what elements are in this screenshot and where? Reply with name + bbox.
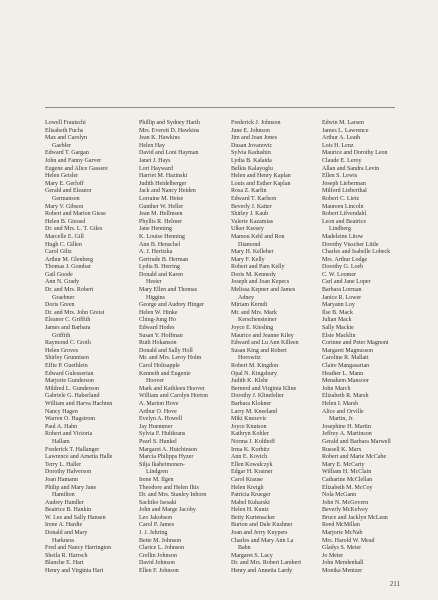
name-entry: Jay Huemmer xyxy=(139,423,173,430)
name-column-4 xyxy=(322,120,405,576)
name-entry: Helen H. Kuntz xyxy=(231,507,269,514)
name-entry: Helen W. Hinke xyxy=(139,309,178,316)
name-entry: June E. Johnson xyxy=(231,127,270,134)
name-entry: Ellen Kowalczyk xyxy=(231,461,273,468)
name-entry: Mrs. Everett D. Hawkins xyxy=(139,127,200,134)
name-entry: Barbara Klokner xyxy=(231,400,272,407)
name-entry: William and Carolyn Horton xyxy=(139,393,208,400)
name-entry: Sylvia F. Hultkrans xyxy=(139,431,186,438)
name-entry: Donald and Sally Holl xyxy=(139,347,193,354)
name-entry: Nancy Hagen xyxy=(45,408,78,415)
name-entry-continuation: Gaebler xyxy=(52,142,71,149)
name-entry: Kenneth and Eugenie xyxy=(139,370,191,377)
name-entry: Warren O. Hagstrom xyxy=(45,416,96,423)
name-entry-continuation: Adney xyxy=(238,294,254,301)
name-entry: David and Loni Hayman xyxy=(139,150,199,157)
name-entry: Raymond C. Groth xyxy=(45,340,91,347)
name-entry: Eleanor C. Griffith xyxy=(45,317,91,324)
name-entry: Effie P. Guethlein xyxy=(45,363,88,369)
name-entry: Harriet M. Hazinski xyxy=(139,173,188,180)
name-entry: Lorraine M. Heise xyxy=(139,195,184,202)
name-entry: J. J. Jehring xyxy=(139,530,168,537)
name-entry: Henry and Annetta Lardy xyxy=(231,568,293,575)
name-entry: John and Fanny Garver xyxy=(45,157,102,164)
name-entry: Mary V. Gibson xyxy=(45,203,84,210)
name-entry: Caroline R. Mallatt xyxy=(322,355,369,362)
name-entry: Shirley J. Kaub xyxy=(231,211,269,218)
name-entry-continuation: Harkness xyxy=(52,537,75,544)
name-entry: Charles and Mary Ann La xyxy=(231,537,294,544)
name-entry: Sheila R. Harrsch xyxy=(45,552,88,559)
name-entry: Hugh C. Gillen xyxy=(45,241,82,248)
name-entry: Larry M. Kneeland xyxy=(231,408,278,415)
name-entry: Heather L. Mann xyxy=(322,370,364,377)
name-entry: Helen Hay xyxy=(139,142,165,149)
name-entry: Arthur M. Glenberg xyxy=(45,256,94,263)
name-entry: Joyce E. Kiesling xyxy=(231,325,274,332)
name-entry: Joyce Knutson xyxy=(231,423,267,430)
top-divider xyxy=(45,107,395,108)
name-entry: Marcia Philipps Hyzer xyxy=(139,454,194,461)
name-entry-continuation: Diamond xyxy=(238,241,261,248)
name-entry: Ilse B. Mack xyxy=(322,309,353,316)
name-entry: Helen B. Giessel xyxy=(45,218,86,225)
name-entry-continuation: Horowitz xyxy=(238,355,261,362)
name-entry: Arthur A. Leath xyxy=(322,135,361,142)
name-entry: C. W. Loomer xyxy=(322,271,356,278)
name-entry: Helen I. Marsh xyxy=(322,400,359,407)
name-entry: Mrs. Arthur Lodge xyxy=(322,256,368,263)
name-entry: Bernerd and Virginia Kline xyxy=(231,385,297,392)
name-entry: Lawrence and Arnetta Halle xyxy=(45,454,113,461)
name-entry: Elisabeth Fuchs xyxy=(45,127,84,134)
name-entry-continuation: Lindgren xyxy=(146,469,168,476)
name-entry: Jim and Joan Jones xyxy=(231,135,278,142)
name-entry: Beverly J. Katter xyxy=(231,203,272,210)
name-entry: Pearl S. Hunkel xyxy=(139,438,177,445)
name-entry: Max and Carolyn xyxy=(45,135,87,142)
name-entry: Gerald and Barbara Marwell xyxy=(322,438,391,445)
name-entry: Elizabeth R. Marsh xyxy=(322,393,369,400)
name-entry: Barbara Lorman xyxy=(322,287,362,294)
name-entry: Louis and Esther Kaplan xyxy=(231,180,291,187)
name-entry: Ulker Keesey xyxy=(231,226,264,233)
name-entry: Robert and Victoria xyxy=(45,431,93,438)
name-entry: Helen Geisler xyxy=(45,173,79,180)
name-entry: John Mendenhall xyxy=(322,560,364,567)
name-entry: Jane Henning xyxy=(139,226,172,233)
name-entry: Norma J. Kolthoff xyxy=(231,438,276,445)
name-entry: Joseph and Joan Kepecs xyxy=(231,279,290,286)
name-entry: Mildred L. Gunderson xyxy=(45,385,99,392)
name-entry: Fred and Nancy Harrington xyxy=(45,545,112,552)
name-entry: Frederick J. Johnson xyxy=(231,120,281,126)
name-entry: Dusan Jovanovic xyxy=(231,142,273,149)
name-entry: Gladys S. Meier xyxy=(322,545,362,552)
name-entry: James L. Lawrence xyxy=(322,127,369,134)
name-entry: Mary H. Kelleher xyxy=(231,249,274,256)
name-entry: Irma K. Korbitz xyxy=(231,446,270,453)
donor-list xyxy=(45,120,405,575)
name-entry: Joan and Jerry Kuypers xyxy=(231,530,288,537)
name-entry: Dorothy J. Klinefelter xyxy=(231,393,284,400)
name-entry: Gerald and Eleanor xyxy=(45,188,92,195)
name-entry: Mark and Kathleen Hoover xyxy=(139,385,205,392)
name-entry: Joan Hamann xyxy=(45,476,78,483)
name-entry-continuation: Lindberg xyxy=(329,226,351,233)
name-entry: Frederick T. Hallanger xyxy=(45,446,100,453)
name-entry: William and Harva Hachten xyxy=(45,400,113,407)
name-entry: Josephine H. Martin xyxy=(322,423,371,430)
name-entry-continuation: Graebner xyxy=(52,294,75,301)
name-entry: Edward T. Gargan xyxy=(45,150,89,157)
name-entry: Carol Giltz xyxy=(45,249,72,256)
name-entry: Lydia B. Kalaida xyxy=(231,157,272,164)
name-entry: Carol Holtsapple xyxy=(139,363,180,369)
name-entry: Judith Heidelberger xyxy=(139,180,187,187)
name-entry: Crellin Johnson xyxy=(139,552,177,559)
name-entry: Alice and Orville xyxy=(322,408,364,415)
name-entry: Miki Knezevic xyxy=(231,416,267,423)
name-entry: Ann B. Henschel xyxy=(139,241,181,248)
name-column-3 xyxy=(231,120,322,576)
name-entry: Henry and Virginia Hart xyxy=(45,568,104,575)
name-entry: Marcelle E. Gill xyxy=(45,233,84,240)
name-entry: Dorothy Visscher Little xyxy=(322,241,379,248)
name-entry: Edward T. Karlson xyxy=(231,195,277,202)
name-entry: Sally Mackie xyxy=(322,325,354,332)
name-entry: Leon and Beatrice xyxy=(322,218,366,225)
name-entry: A. Marion Hove xyxy=(139,400,179,407)
name-entry: Burton and Dale Kushner xyxy=(231,522,293,529)
name-entry: Bette M. Johnson xyxy=(139,537,182,544)
name-entry: Janice R. Lower xyxy=(322,294,362,301)
name-entry: Robert and Marie McCabe xyxy=(322,454,387,461)
name-entry: Philip and Mary Jane xyxy=(45,484,97,491)
name-entry: Lori Hayward xyxy=(139,165,173,172)
name-entry: Kathryn Kohler xyxy=(231,431,269,438)
page-number: 211 xyxy=(389,580,400,588)
name-entry: Julian Mack xyxy=(322,317,352,324)
name-entry: Jean M. Hellmsen xyxy=(139,211,183,218)
name-entry: Dorothy G. Loeb xyxy=(322,264,364,271)
name-entry: Rosa Z. Karlin xyxy=(231,188,267,195)
name-entry: Catharine McClellan xyxy=(322,476,373,483)
name-entry: Irene M. Ilgen xyxy=(139,476,174,483)
name-entry: Elizabeth M. McCoy xyxy=(322,484,373,491)
name-entry: Helen and Henry Kaplan xyxy=(231,173,291,180)
name-entry: Edward and Lu Ann Killeen xyxy=(231,340,299,347)
name-entry: W. Lee and Sally Hansen xyxy=(45,514,106,521)
name-entry-continuation: Hamilton xyxy=(52,492,75,499)
name-entry: Monika Mentzer xyxy=(322,568,363,575)
name-entry: Robert Lifvendahl xyxy=(322,211,367,218)
name-entry: Marjorie Gunderson xyxy=(45,378,94,385)
name-entry: Carl and Jane Loper xyxy=(322,279,371,286)
name-entry: Thomas J. Gombar xyxy=(45,264,91,271)
name-entry: Milford Lieberthal xyxy=(322,188,367,195)
name-entry: Arthur O. Hove xyxy=(139,408,177,415)
name-entry: Susan King and Robert xyxy=(231,347,287,354)
name-entry: A. J. Heritzka xyxy=(139,249,173,256)
name-entry: William H. McClain xyxy=(322,469,372,476)
name-entry: Edward Gulesserian xyxy=(45,370,94,377)
name-entry: Ellen F. Johnson xyxy=(139,568,179,575)
name-entry-continuation: Martin, Jr. xyxy=(329,416,354,423)
name-entry: Doris M. Kennedy xyxy=(231,271,276,278)
name-entry: Irene A. Hardie xyxy=(45,522,83,529)
name-entry: Sachiko Isesaki xyxy=(139,499,177,506)
name-entry: Gabriele G. Haberland xyxy=(45,393,100,400)
name-entry: James and Barbara xyxy=(45,325,91,332)
name-entry: Theodore and Helen Iltis xyxy=(139,484,199,491)
name-entry: Phyllis R. Helmer xyxy=(139,218,183,225)
name-entry: Marjorie McNab xyxy=(322,530,363,537)
name-entry: Silja Ikaheimonen- xyxy=(139,461,185,468)
name-entry: Lydia B. Herring xyxy=(139,264,180,271)
name-entry: John N. McGovern xyxy=(322,499,369,506)
name-entry-continuation: Higgins xyxy=(146,294,166,301)
name-entry: Carol Krause xyxy=(231,476,263,483)
name-entry: Jo Meier xyxy=(322,552,344,559)
name-entry: John March xyxy=(322,385,351,392)
name-entry: Edward Hodes xyxy=(139,325,175,332)
name-entry: David Johnson xyxy=(139,560,175,567)
name-entry: Beatrice B. Hankin xyxy=(45,507,92,514)
name-entry: Donald and Mary xyxy=(45,530,88,537)
name-entry: Helen Kreigh xyxy=(231,484,264,491)
name-entry: Dr. and Mrs. L. T. Giles xyxy=(45,226,103,233)
name-entry-continuation: Griffith xyxy=(52,332,71,339)
name-entry: Russell K. Marx xyxy=(322,446,362,453)
name-entry: Robert and Marion Giese xyxy=(45,211,106,218)
name-entry: Eugene and Alice Gassere xyxy=(45,165,108,172)
name-entry: Dr. and Mrs. Robert xyxy=(45,287,94,294)
name-entry: Allan and Sandra Levin xyxy=(322,165,380,172)
name-entry: Paul A. Hahn xyxy=(45,423,78,430)
name-entry: Robert C. Lietz xyxy=(322,195,360,202)
name-entry: Betty Kurtenacker xyxy=(231,514,276,521)
name-entry-continuation: Hester xyxy=(146,279,162,286)
name-entry: Claire Mangasarian xyxy=(322,363,370,369)
name-entry: Claude E. Leroy xyxy=(322,157,362,164)
name-entry: Gunther W. Heller xyxy=(139,203,184,210)
name-entry: Ellen S. Lewis xyxy=(322,173,358,180)
name-entry: Nola McGann xyxy=(322,492,357,499)
name-entry: Sylvia Kadushin xyxy=(231,150,271,157)
name-entry: Menahem Mansoor xyxy=(322,378,369,385)
name-entry: Blanche E. Hart xyxy=(45,560,84,567)
name-entry: Jack and Nancy Heiden xyxy=(139,188,196,195)
name-entry: Donald and Karen xyxy=(139,271,183,278)
name-entry: Mary Ellen and Thomas xyxy=(139,287,198,294)
name-entry: Bruce and Jacklyn McLean xyxy=(322,514,388,521)
name-entry: Jean K. Hawkins xyxy=(139,135,180,142)
name-entry: Shirley Grunnisen xyxy=(45,355,89,362)
name-entry: Mary E. McCarty xyxy=(322,461,365,468)
name-entry: Gail Goode xyxy=(45,271,73,278)
name-entry: Madeleine Litow xyxy=(322,233,364,240)
name-entry: Mary E. Gerloff xyxy=(45,180,84,187)
name-entry: Ann E. Kovich xyxy=(231,454,268,461)
name-entry: Belkis Kalayoglu xyxy=(231,165,273,172)
name-entry: Leo Jakobson xyxy=(139,514,173,521)
name-entry: Reed McMillan xyxy=(322,522,360,529)
name-entry: K. Louise Henning xyxy=(139,233,185,240)
name-entry: Dr. and Mrs. Robert Lambert xyxy=(231,560,301,567)
name-entry: Lowell Frautschi xyxy=(45,120,86,126)
name-entry: Mrs. Harold W. Mead xyxy=(322,537,375,544)
name-entry: Clarice L. Johnson xyxy=(139,545,185,552)
name-entry-continuation: Hoover xyxy=(146,378,164,385)
name-entry: Edwin M. Larsen xyxy=(322,120,364,126)
name-entry: Phillip and Sydney Harth xyxy=(139,120,200,126)
name-entry: Gertrude B. Herman xyxy=(139,256,189,263)
name-entry: Maurice and Jeanne Kiley xyxy=(231,332,294,339)
name-entry: Elsie Macklin xyxy=(322,332,356,339)
name-entry: Ruth Hokanson xyxy=(139,340,177,347)
name-entry: Mary F. Kelly xyxy=(231,256,265,263)
name-entry: Joseph Lieberman xyxy=(322,180,366,187)
name-entry: Valerie Kazamias xyxy=(231,218,274,225)
name-entry: Ann N. Grady xyxy=(45,279,80,286)
name-entry: Mr. and Mrs. Leroy Holm xyxy=(139,355,202,362)
name-entry: Audrey Handler xyxy=(45,499,84,506)
name-entry: Lois H. Lenz xyxy=(322,142,354,149)
name-entry-continuation: Kerschensteiner xyxy=(238,317,277,324)
name-entry: Robert and Pam Kelly xyxy=(231,264,285,271)
name-entry: Dr. and Mrs. Stanley Inhorn xyxy=(139,492,207,499)
name-entry: John and Marge Jacoby xyxy=(139,507,196,514)
name-entry-continuation: Bahn xyxy=(238,545,251,552)
name-entry: Margaret S. Lacy xyxy=(231,552,273,559)
name-entry: Dorothy Halverson xyxy=(45,469,92,476)
name-entry: Maryann Loy xyxy=(322,302,355,309)
name-entry: Beverly McKelvey xyxy=(322,507,368,514)
name-entry: Margaret Magnusson xyxy=(322,347,374,354)
name-entry: Terry L. Haller xyxy=(45,461,82,468)
name-entry: Maurice and Dorothy Leon xyxy=(322,150,388,157)
name-entry: Mabel Kuharski xyxy=(231,499,270,506)
name-entry: Opal N. Kingsbury xyxy=(231,370,277,377)
name-entry: Robert M. Kingdon xyxy=(231,363,279,369)
name-entry-continuation: Germanson xyxy=(52,195,80,202)
name-entry-continuation: Hallam xyxy=(52,438,70,445)
name-entry: Evelyn A. Howell xyxy=(139,416,183,423)
name-entry: Melissa Kepner and James xyxy=(231,287,296,294)
name-entry: Doris Green xyxy=(45,302,75,309)
name-entry: Patricia Krueger xyxy=(231,492,271,499)
name-entry: Helen Groves xyxy=(45,347,79,354)
name-entry: George and Audrey Hinger xyxy=(139,302,205,309)
name-entry: Margaret A. Hutchinson xyxy=(139,446,198,453)
name-column-2 xyxy=(139,120,231,576)
name-entry: Corinne and Peter Magnoni xyxy=(322,340,389,347)
name-entry: Judith K. Klehr xyxy=(231,378,269,385)
name-entry: Mamou Kehl and Ron xyxy=(231,233,285,240)
name-entry: Miriam Kerndt xyxy=(231,302,268,309)
name-entry: Charles and Isabelle Lobeck xyxy=(322,249,391,256)
name-entry: Janet J. Hays xyxy=(139,157,171,164)
name-entry: Edgar H. Krainer xyxy=(231,469,273,476)
name-entry: Maureen Lincoln xyxy=(322,203,364,210)
name-entry: Ching-Jung Ho xyxy=(139,317,176,324)
name-entry: Mr. and Mrs. Mark xyxy=(231,309,277,316)
name-column-1 xyxy=(45,120,139,576)
name-entry: Carol P. James xyxy=(139,522,175,529)
name-entry: Dr. and Mrs. John Greist xyxy=(45,309,105,316)
name-entry: Jeffrey A. Martinson xyxy=(322,431,372,438)
name-entry: Susan Y. Hoffman xyxy=(139,332,183,339)
